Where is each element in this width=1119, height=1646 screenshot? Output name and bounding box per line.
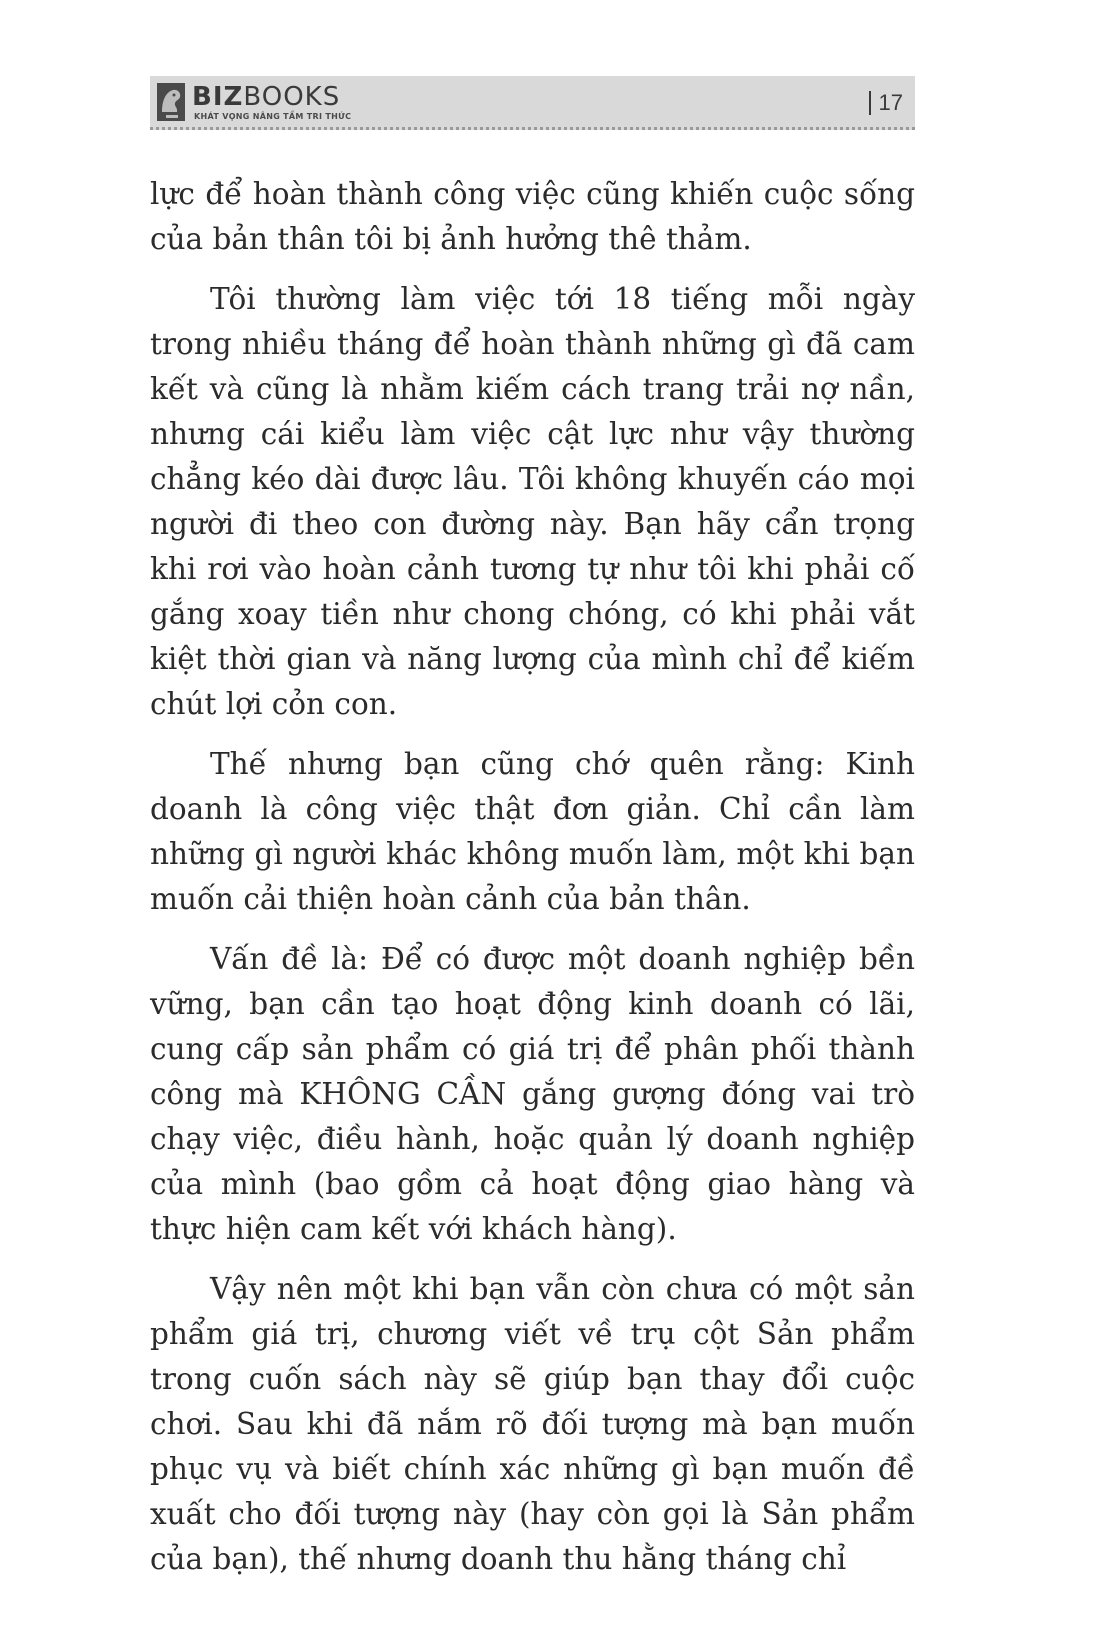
page-number-area [869,90,903,116]
paragraph-3: Thế nhưng bạn cũng chớ quên rằng: Kinh doanh là công việc thật đơn giản. Chỉ cần làm những gì người khác không muốn làm, một khi bạn muốn cải thiện hoàn cảnh của bản thân. [150,747,915,916]
paragraph-4: Vấn đề là: Để có được một doanh nghiệp bền vững, bạn cần tạo hoạt động kinh doanh có lãi, cung cấp sản phẩm có giá trị để phân phối thành công mà KHÔNG CẦN gắng gượng đóng vai trò chạy việc, điều hành, hoặc quản lý doanh nghiệp của mình (bao gồm cả hoạt động giao hàng và thực hiện cam kết với khách hàng). [150,942,915,1246]
paragraph-1: lực để hoàn thành công việc cũng khiến cuộc sống của bản thân tôi bị ảnh hưởng thê thảm. [150,177,915,256]
paragraph-2: Tôi thường làm việc tới 18 tiếng mỗi ngày trong nhiều tháng để hoàn thành những gì đã cam kết và cũng là nhằm kiếm cách trang trải nợ nần, nhưng cái kiểu làm việc cật lực như vậy thường chẳng kéo dài được lâu. Tôi không khuyến cáo mọi người đi theo con đường này. Bạn hãy cẩn trọng khi rơi vào hoàn cảnh tương tự như tôi khi phải cố gắng xoay tiền như chong chóng, có khi phải vắt kiệt thời gian và năng lượng của mình chỉ để kiếm chút lợi cỏn con. [150,282,915,721]
page-number: 17 [878,90,903,115]
page-body [150,172,915,1597]
brand-light: BOOKS [243,82,341,112]
brand-tagline: KHÁT VỌNG NÂNG TẦM TRI THỨC [194,112,352,121]
page-header [150,76,915,130]
brand-bold: BIZ [192,82,244,112]
lion-logo-icon [156,82,186,122]
page-number-separator [869,91,871,115]
paragraph-5: Vậy nên một khi bạn vẫn còn chưa có một sản phẩm giá trị, chương viết về trụ cột Sản phẩm trong cuốn sách này sẽ giúp bạn thay đổi cuộc chơi. Sau khi đã nắm rõ đối tượng mà bạn muốn phục vụ và biết chính xác những gì bạn muốn đề xuất cho đối tượng này (hay còn gọi là Sản phẩm của bạn), thế nhưng doanh thu hằng tháng chỉ [150,1272,915,1576]
brand-name [192,82,340,112]
